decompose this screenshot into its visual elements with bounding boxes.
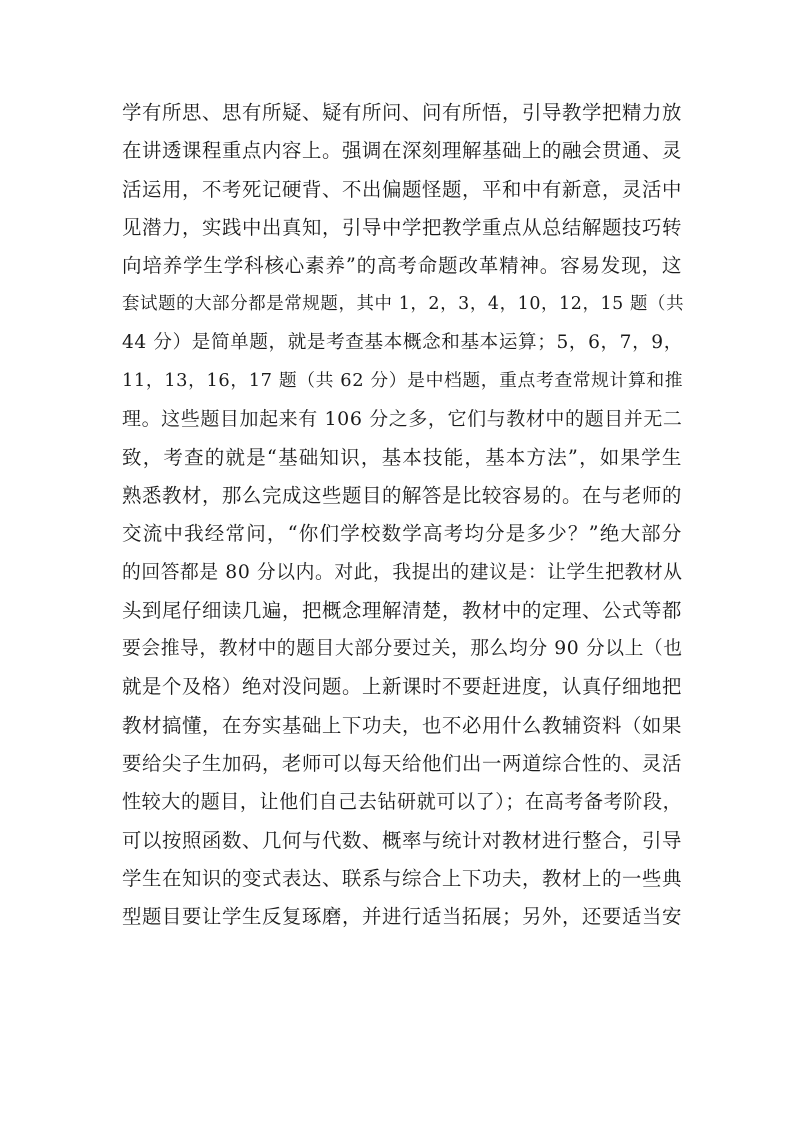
text-line-13: 的回答都是 80 分以内。对此，我提出的建议是：让学生把教材从 [122, 561, 683, 583]
text-line-5: 向培养学生学科核心素养”的高考命题改革精神。容易发现，这 [122, 254, 682, 278]
text-line-7: 44 分）是简单题，就是考查基本概念和基本运算；5，6，7，9， [122, 331, 683, 353]
text-line-3: 活运用，不考死记硬背、不出偏题怪题，平和中有新意，灵活中 [122, 177, 682, 201]
text-line-17: 教材搞懂，在夯实基础上下功夫，也不必用什么教辅资料（如果 [122, 713, 682, 737]
text-line-9: 理。这些题目加起来有 106 分之多，它们与教材中的题目并无二 [122, 408, 683, 431]
text-line-20: 可以按照函数、几何与代数、概率与统计对教材进行整合，引导 [122, 828, 682, 852]
body-text [122, 94, 685, 937]
text-line-22: 型题目要让学生反复琢磨，并进行适当拓展；另外，还要适当安 [122, 905, 682, 929]
text-line-14: 头到尾仔细读几遍，把概念理解清楚，教材中的定理、公式等都 [122, 598, 682, 622]
text-line-1: 学有所思、思有所疑、疑有所问、问有所悟，引导教学把精力放 [122, 101, 682, 124]
text-line-4: 见潜力，实践中出真知，引导中学把教学重点从总结解题技巧转 [122, 215, 682, 239]
text-line-6: 套试题的大部分都是常规题，其中 1，2，3，4，10，12，15 题（共 [122, 294, 685, 315]
text-line-12: 交流中我经常问，“你们学校数学高考均分是多少？”绝大部分 [122, 522, 682, 546]
text-line-19: 性较大的题目，让他们自己去钻研就可以了）；在高考备考阶段， [122, 791, 683, 814]
text-line-15: 要会推导，教材中的题目大部分要过关，那么均分 90 分以上（也 [122, 638, 683, 660]
text-line-21: 学生在知识的变式表达、联系与综合上下功夫，教材上的一些典 [122, 866, 682, 890]
text-line-18: 要给尖子生加码，老师可以每天给他们出一两道综合性的、灵活 [122, 752, 682, 776]
text-line-11: 熟悉教材，那么完成这些题目的解答是比较容易的。在与老师的 [122, 483, 682, 507]
text-line-10: 致，考查的就是“基础知识，基本技能，基本方法”，如果学生 [122, 445, 682, 469]
text-line-8: 11，13，16，17 题（共 62 分）是中档题，重点考查常规计算和推 [122, 370, 684, 392]
text-line-16: 就是个及格）绝对没问题。上新课时不要赶进度，认真仔细地把 [122, 675, 682, 699]
text-line-2: 在讲透课程重点内容上。强调在深刻理解基础上的融会贯通、灵 [122, 139, 682, 163]
